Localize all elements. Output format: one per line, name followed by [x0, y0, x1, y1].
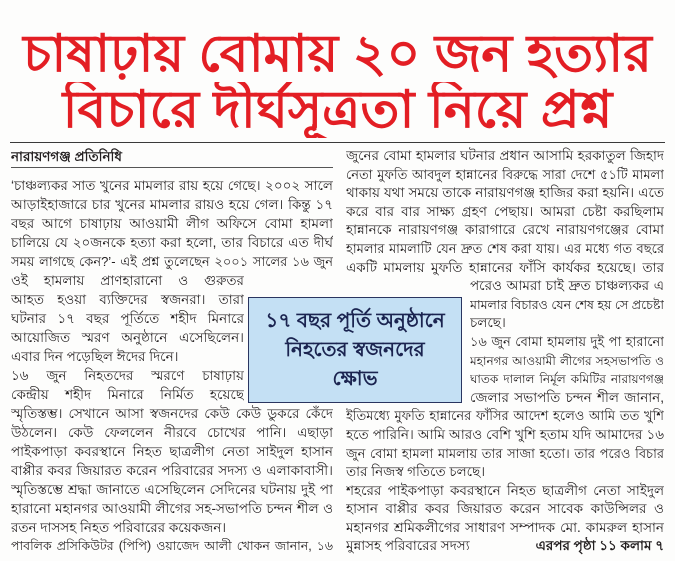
right-column-line: ১৬ জুন বোমা হামলায় দুই পা হারানো [470, 333, 664, 349]
left-column-line: আড়াইহাজারে চার খুনের মামলার রায়ও হয়ে গেল। কিন্তু ১৭ [11, 197, 333, 212]
right-column-line: পরেও আমরা চাই দ্রুত চাঞ্চল্যকর এ [470, 278, 664, 294]
right-column-line: জুনের বোমা হামলার ঘটনার প্রধান আসামি হরকাতুল জিহাদ [346, 148, 664, 163]
left-column-line: বাপ্পীর কবর জিয়ারত করেন পরিবারের সদস্য ও এলাকাবাসী। [11, 463, 333, 478]
left-column-line: ঘটনার ১৭ বছর পূর্তিতে শহীদ মিনারে [11, 311, 244, 326]
left-column-line: ১৬ জুন নিহতদের স্মরণে চাষাঢ়ায় [11, 368, 244, 383]
right-column-line: হান্নানকে নারায়ণগঞ্জ কারাগারে রেখে নারায়ণগঞ্জের বোমা [346, 222, 664, 238]
left-column-line: আহত হওয়া ব্যক্তিদের স্বজনরা। তারা [11, 292, 244, 307]
left-column-line: স্মৃতিস্তম্ভে শ্রদ্ধা জানাতে এসেছিলেন সেদিনের ঘটনায় দুই পা [11, 482, 333, 497]
left-column-line: বছর আগে চাষাঢ়ায় আওয়ামী লীগ অফিসে বোমা হামলা [11, 216, 333, 231]
right-column-line: মহানগর শ্রমিকলীগের সাধারণ সম্পাদক মো. কামরুল হাসান [346, 519, 664, 535]
right-column-line: শহরের পাইকপাড়া কবরস্থানে নিহত ছাত্রলীগ নেতা সাইদুল [346, 482, 664, 498]
headline-line-2: বিচারে দীর্ঘসূত্রতা নিয়ে প্রশ্ন [62, 82, 613, 138]
right-column-line: মহানগর আওয়ামী লীগের সহসভাপতি ও [470, 353, 664, 368]
left-column-line: পাবলিক প্রসিকিউটর (পিপি) ওয়াজেদ আলী খোকন জানান, ১৬ [11, 539, 333, 553]
pull-quote-box [248, 297, 462, 403]
headline-rule [10, 142, 665, 143]
left-column-line: ওই হামলায় প্রাণহারানো ও গুরুতর [11, 273, 244, 288]
left-column-line: পাইকপাড়া কবরস্থানে নিহত ছাত্রলীগ নেতা সাইদুল হাসান [11, 444, 333, 459]
right-column-line: জেলার সভাপতি চন্দন শীল জানান, [470, 389, 664, 405]
right-column-line: জুন বোমা হামলা মামলায় তার সাজা হতো। তার পরেও বিচার [346, 445, 664, 461]
right-column-line: মুন্নাসহ পরিবারের সদস্য [346, 538, 470, 554]
pull-quote-line: নিহতের স্বজনদের [285, 338, 425, 361]
left-column-line: সময় লাগছে কেন?’- এই প্রশ্ন তুলেছেন ২০০১ সালের ১৬ জুন [11, 254, 333, 269]
right-column-line: চলছে। [470, 315, 506, 331]
pull-quote-line: ক্ষোভ [332, 367, 378, 390]
left-column-line: হারানো মহানগর আওয়ামী লীগের সহ-সভাপতি চন্দন শীল ও [11, 501, 333, 516]
right-column-line: হতে পারিনি। আমি আরও বেশি খুশি হতাম যদি আমাদের ১৬ [346, 426, 664, 442]
right-column-line: থাকায় যথা সময়ে তাকে নারায়ণগঞ্জ হাজির করা হয়নি। এতে [346, 185, 664, 201]
byline-rule [11, 167, 333, 168]
right-column-line: ইতিমধ্যে মুফতি হান্নানের ফাঁসির আদেশ হলেও আমি তত খুশি [346, 408, 664, 424]
left-column-line: রতন দাসসহ নিহত পরিবারের কয়েকজন। [11, 520, 227, 535]
right-column-line: মামলার বিচারও যেন শেষ হয় সে প্রচেষ্টা [470, 297, 664, 312]
right-column-last-row [346, 537, 664, 556]
left-column-line: আয়োজিত স্মরণ অনুষ্ঠানে এসেছিলেন। [11, 330, 244, 345]
right-column-line: ঘাতক দালাল নির্মূল কমিটির নারায়ণগঞ্জ [470, 372, 664, 387]
right-column-line: একটি মামলায় মুফতি হান্নানের ফাঁসি কার্যকর হয়েছে। তার [346, 259, 664, 275]
right-column-line: হাসান বাপ্পীর কবর জিয়ারত করেন সাবেক কাউন্সিলর ও [346, 501, 664, 517]
left-column-line: উঠলেন। কেউ ফেললেন নীরবে চোখের পানি। এছাড়া [11, 425, 333, 440]
headline-line-1: চাষাঢ়ায় বোমায় ২০ জন হত্যার [23, 26, 652, 82]
left-column-line: ‘চাঞ্চল্যকর সাত খুনের মামলার রায় হয়ে গেছে। ২০০২ সালে [11, 178, 333, 193]
headline [10, 26, 665, 138]
left-column-line: চালিয়ে যে ২০জনকে হত্যা করা হলো, তার বিচারে এত দীর্ঘ [11, 235, 333, 250]
left-column-line: এবার দিন পড়েছিল ঈদের দিনে। [11, 349, 179, 364]
byline: নারায়ণগঞ্জ প্রতিনিধি [11, 149, 122, 164]
right-column-line: হামলার মামলাটি যেন দ্রুত শেষ করা যায়। এর মধ্যে গত বছরে [346, 240, 664, 256]
continuation-note: এরপর পৃষ্ঠা ১১ কলাম ৭ [535, 538, 664, 554]
right-column-line: তার নিজস্ব গতিতে চলছে। [346, 464, 486, 480]
pull-quote-line: ১৭ বছর পূর্তি অনুষ্ঠানে [265, 309, 445, 332]
right-column-line: নেতা মুফতি আবদুল হান্নানের বিরুদ্ধে সারা দেশে ৫১টি মামলা [346, 166, 664, 182]
right-column-line: করে বার বার সাক্ষ্য গ্রহণ পেছায়। আমরা চেষ্টা করছিলাম [346, 203, 664, 219]
left-column-line: কেন্দ্রীয় শহীদ মিনারে নির্মিত হয়েছে [11, 387, 244, 402]
left-column-line: স্মৃতিস্তম্ভ। সেখানে আসা স্বজনদের কেউ কেউ ডুকরে কেঁদে [11, 406, 333, 421]
